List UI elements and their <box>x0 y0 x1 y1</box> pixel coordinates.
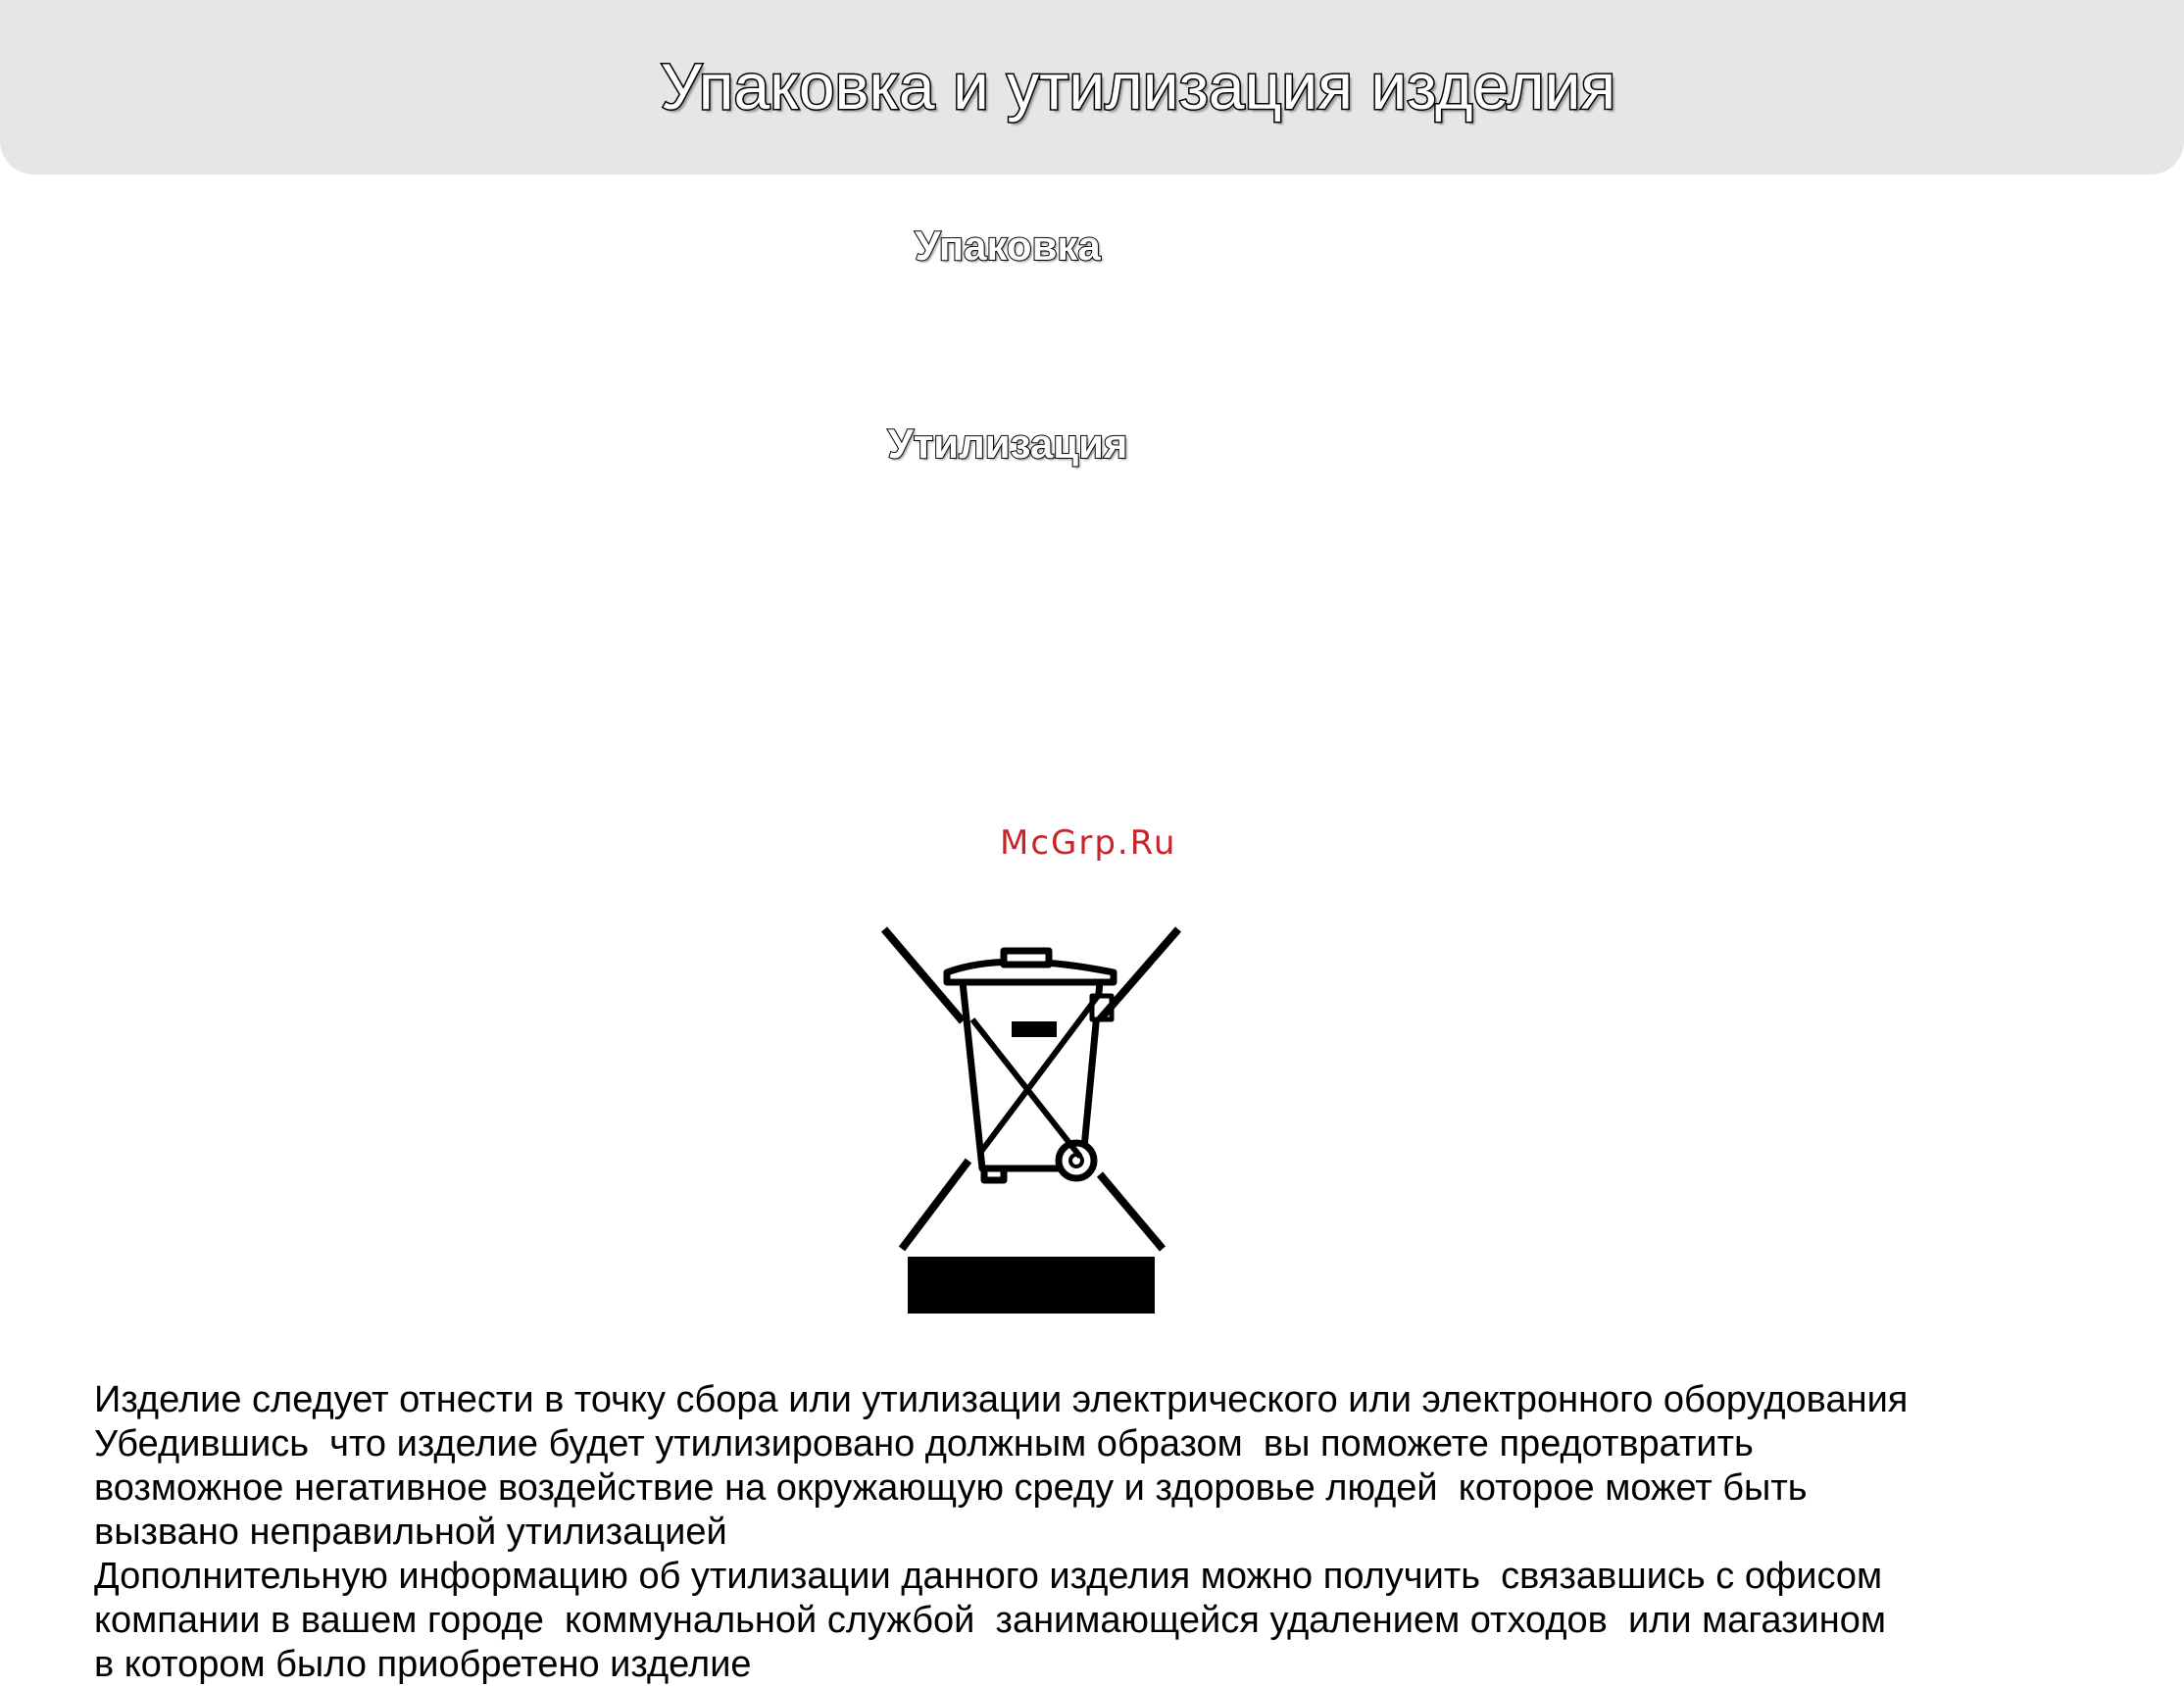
bin-bottom-bar <box>908 1257 1155 1314</box>
body-line: в котором было приобретено изделие <box>94 1644 752 1685</box>
body-line: вызвано неправильной утилизацией <box>94 1512 727 1553</box>
body-line: Изделие следует отнести в точку сбора или утилизации электрического или электронного оборудования <box>94 1379 1909 1420</box>
body-line: возможное негативное воздействие на окружающую среду и здоровье людей которое может быть <box>94 1467 1808 1509</box>
section-heading-packaging: Упаковка <box>915 223 1101 269</box>
disposal-instructions <box>94 1378 2153 1687</box>
section-heading-disposal: Утилизация <box>887 421 1128 467</box>
page-title: Упаковка и утилизация изделия <box>660 50 1616 123</box>
body-line: компании в вашем городе коммунальной службой занимающейся удалением отходов или магазином <box>94 1600 1887 1641</box>
body-line: Убедившись что изделие будет утилизировано должным образом вы поможете предотвратить <box>94 1423 1754 1464</box>
crossed-out-wheelie-bin-icon <box>878 921 1188 1314</box>
watermark: McGrp.Ru <box>1000 823 1177 863</box>
bin-label-bar <box>1012 1021 1057 1037</box>
body-line: Дополнительную информацию об утилизации данного изделия можно получить связавшись с офисом <box>94 1556 1883 1597</box>
